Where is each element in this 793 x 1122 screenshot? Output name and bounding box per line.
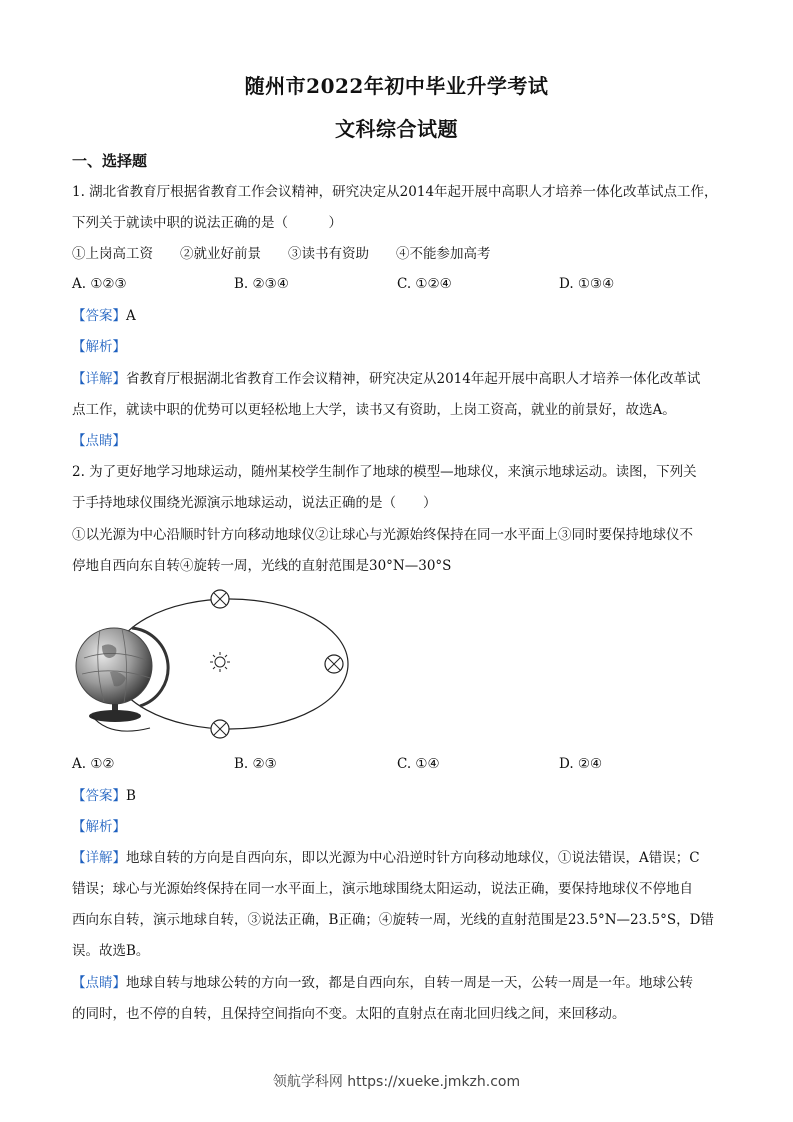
answer-tag: 【答案】 [72, 788, 126, 804]
globe-model-icon [76, 628, 168, 731]
answer-tag: 【答案】 [72, 308, 126, 324]
q1-detail-line1 [72, 370, 700, 388]
q1-option-b: B. ②③④ [234, 276, 289, 292]
detail-tag: 【详解】 [72, 371, 126, 387]
q2-option-a: A. ①② [72, 756, 115, 772]
detail-text: 省教育厅根据湖北省教育工作会议精神，研究决定从2014年起开展中高职人才培养一体化改革试 [126, 371, 701, 387]
q2-stem-line1: 2. 为了更好地学习地球运动，随州某校学生制作了地球的模型—地球仪，来演示地球运动。读图，下列关 [72, 464, 697, 480]
page-subtitle: 文科综合试题 [335, 117, 458, 141]
q1-option-a: A. ①②③ [72, 276, 127, 292]
q2-stem-line2: 于手持地球仪围绕光源演示地球运动，说法正确的是（ ） [72, 495, 437, 511]
detail-text: 地球自转的方向是自西向东，即以光源为中心沿逆时针方向移动地球仪，①说法错误，A错误；C [126, 850, 700, 866]
q1-analysis [72, 338, 126, 356]
q2-detail-line3: 西向东自转，演示地球自转，③说法正确，B正确；④旋转一周，光线的直射范围是23.5°N—23.5°S，D错 [72, 912, 714, 928]
light-source-icon [210, 652, 230, 672]
q2-stem-line4: 停地自西向东自转④旋转一周，光线的直射范围是30°N—30°S [72, 558, 452, 574]
q1-option-d: D. ①③④ [559, 276, 615, 292]
q1-items: ①上岗高工资 ②就业好前景 ③读书有资助 ④不能参加高考 [72, 246, 491, 262]
analysis-tag: 【解析】 [72, 819, 126, 835]
earth-marker-right [325, 655, 343, 673]
answer-value: B [126, 788, 136, 804]
q1-detail-line2: 点工作，就读中职的优势可以更轻松地上大学，读书又有资助，上岗工资高，就业的前景好，故选A。 [72, 402, 676, 418]
footer-watermark: 领航学科网 https://xueke.jmkzh.com [272, 1074, 521, 1090]
comment-tag: 【点睛】 [72, 975, 126, 991]
q2-analysis [72, 818, 126, 836]
q2-option-b: B. ②③ [234, 756, 277, 772]
q2-detail-line4: 误。故选B。 [72, 943, 150, 959]
q2-stem-line3: ①以光源为中心沿顺时针方向移动地球仪②让球心与光源始终保持在同一水平面上③同时要保持地球仪不 [72, 527, 693, 543]
detail-tag: 【详解】 [72, 850, 126, 866]
q1-stem-line1: 1. 湖北省教育厅根据省教育工作会议精神，研究决定从2014年起开展中高职人才培养一体化改革试点工作， [72, 184, 718, 200]
section-heading: 一、选择题 [72, 152, 148, 170]
q1-answer [72, 307, 136, 325]
q1-option-c: C. ①②④ [397, 276, 452, 292]
q2-answer [72, 787, 136, 805]
q1-stem-line2: 下列关于就读中职的说法正确的是（ ） [72, 215, 342, 231]
comment-tag: 【点睛】 [72, 433, 126, 449]
globe-orbit-diagram [70, 588, 360, 748]
q2-detail-line2: 错误；球心与光源始终保持在同一水平面上，演示地球围绕太阳运动，说法正确，要保持地球仪不停地自 [72, 881, 693, 897]
comment-text: 地球自转与地球公转的方向一致，都是自西向东，自转一周是一天，公转一周是一年。地球公转 [126, 975, 693, 991]
page-title: 随州市2022年初中毕业升学考试 [244, 74, 549, 98]
q2-comment-line2: 的同时，也不停的自转，且保持空间指向不变。太阳的直射点在南北回归线之间，来回移动。 [72, 1006, 626, 1022]
analysis-tag: 【解析】 [72, 339, 126, 355]
q1-comment [72, 432, 126, 450]
answer-value: A [126, 308, 136, 324]
earth-marker-bottom [211, 720, 229, 738]
earth-marker-top [211, 590, 229, 608]
q2-detail-line1 [72, 849, 700, 867]
q2-option-c: C. ①④ [397, 756, 440, 772]
q2-option-d: D. ②④ [559, 756, 603, 772]
q2-comment-line1 [72, 974, 693, 992]
